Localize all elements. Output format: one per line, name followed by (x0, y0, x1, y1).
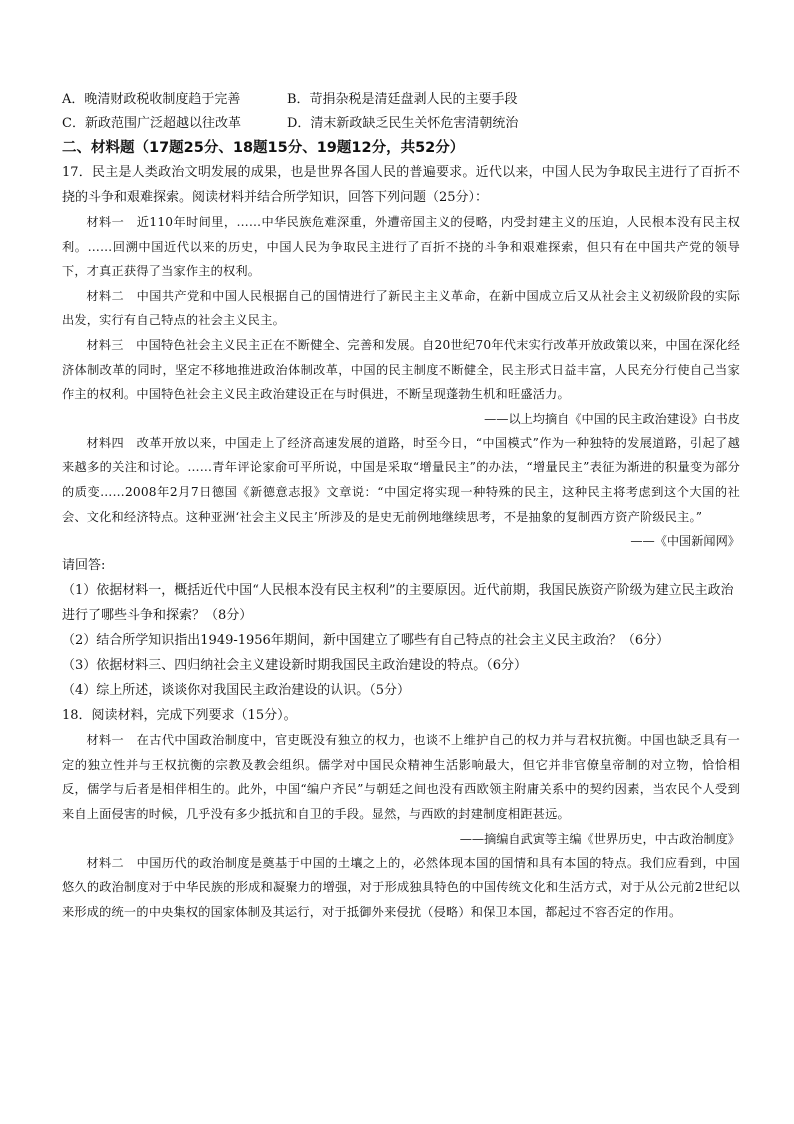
q17-sub-4: （4）综上所述，谈谈你对我国民主政治建设的认识。（5分） (62, 683, 411, 699)
question-18 (62, 703, 740, 924)
options-row-2 (62, 112, 740, 136)
exam-page (62, 88, 740, 924)
q17-source-4: ——《中国新闻网》 (630, 534, 740, 549)
options-row-1 (62, 88, 740, 112)
q17-sub-2: （2）结合所学知识指出1949-1956年期间，新中国建立了哪些有自己特点的社会主义民主政治？（6分） (62, 633, 670, 649)
section-title: 二、材料题（17题25分、18题15分、19题12分，共52分） (62, 140, 465, 156)
option-c: C．新政范围广泛超越以往改革 (62, 116, 241, 131)
choice-options (62, 88, 740, 136)
q17-ask: 请回答: (62, 558, 106, 574)
q17-stem: 17．民主是人类政治文明发展的成果，也是世界各国人民的普遍要求。近代以来，中国人民为争取民主进行了百折不挠的斗争和艰难探索。阅读材料并结合所学知识，回答下列问题（25分）： (62, 165, 740, 205)
q17-sub-1: （1）依据材料一，概括近代中国“人民根本没有民主权利”的主要原因。近代前期，我国民族资产阶级为建立民主政治进行了哪些斗争和探索？（8分） (62, 583, 734, 624)
q18-material-1: 材料一 在古代中国政治制度中，官吏既没有独立的权力，也谈不上维护自己的权力并与君权抗衡。中国也缺乏具有一定的独立性并与王权抗衡的宗教及教会组织。儒学对中国民众精神生活影响最大，但它并非官僚皇帝制的对立物，恰恰相反，儒学与后者是相伴相生的。此外，中国“编户齐民”与朝廷之间也没有西欧领主附庸关系中的契约因素，当农民个人受到来自上面侵害的时候，几乎没有多少抵抗和自卫的手段。显然，与西欧的封建制度相距甚远。 (62, 733, 740, 821)
question-17 (62, 160, 740, 703)
option-a: A．晚清财政税收制度趋于完善 (62, 92, 241, 107)
q18-stem: 18．阅读材料，完成下列要求（15分）。 (62, 708, 297, 724)
q17-material-4: 材料四 改革开放以来，中国走上了经济高速发展的道路，时至今日，“中国模式”作为一种独特的发展道路，引起了越来越多的关注和讨论。……青年评论家俞可平所说，中国是采取“增量民主”的办法，“增量民主”表征为渐进的积量变为部分的质变……2008年2月7日德国《新德意志报》文章说：“中国定将实现一种特殊的民主，这种民主将考虑到这个大国的社会、文化和经济特点。这种亚洲‘社会主义民主’所涉及的是史无前例地继续思考，不是抽象的复制西方资产阶级民主。” (62, 435, 740, 524)
q17-source-123: ——以上均摘自《中国的民主政治建设》白书皮 (484, 411, 740, 426)
q17-material-1: 材料一 近110年时间里，……中华民族危难深重，外遭帝国主义的侵略，内受封建主义的压迫，人民根本没有民主权利。……回溯中国近代以来的历史，中国人民为争取民主进行了百折不挠的斗争和艰难探索，但只有在中国共产党的领导下，才真正获得了当家作主的权利。 (62, 215, 740, 279)
option-d: D．清末新政缺乏民生关怀危害清朝统治 (287, 116, 519, 131)
q17-sub-3: （3）依据材料三、四归纳社会主义建设新时期我国民主政治建设的特点。（6分） (62, 658, 528, 674)
q17-material-2: 材料二 中国共产党和中国人民根据自己的国情进行了新民主主义革命，在新中国成立后又从社会主义初级阶段的实际出发，实行有自己特点的社会主义民主。 (62, 288, 740, 328)
q18-material-2: 材料二 中国历代的政治制度是奠基于中国的土壤之上的，必然体现本国的国情和具有本国的特点。我们应看到，中国悠久的政治制度对于中华民族的形成和凝聚力的增强，对于形成独具特色的中国传统文化和生活方式，对于从公元前2世纪以来形成的统一的中央集权的国家体制及其运行，对于抵御外来侵扰（侵略）和保卫本国，都起过不容否定的作用。 (62, 855, 740, 919)
q18-source-1: ——摘编自武寅等主编《世界历史，中古政治制度》 (459, 831, 740, 846)
option-b: B．苛捐杂税是清廷盘剥人民的主要手段 (287, 92, 518, 107)
q17-material-3: 材料三 中国特色社会主义民主正在不断健全、完善和发展。自20世纪70年代末实行改革开放政策以来，中国在深化经济体制改革的同时，坚定不移地推进政治体制改革，中国的民主制度不断健全，民主形式日益丰富，人民充分行使自己当家作主的权利。中国特色社会主义民主政治建设正在与时俱进，不断呈现蓬勃生机和旺盛活力。 (62, 337, 740, 402)
